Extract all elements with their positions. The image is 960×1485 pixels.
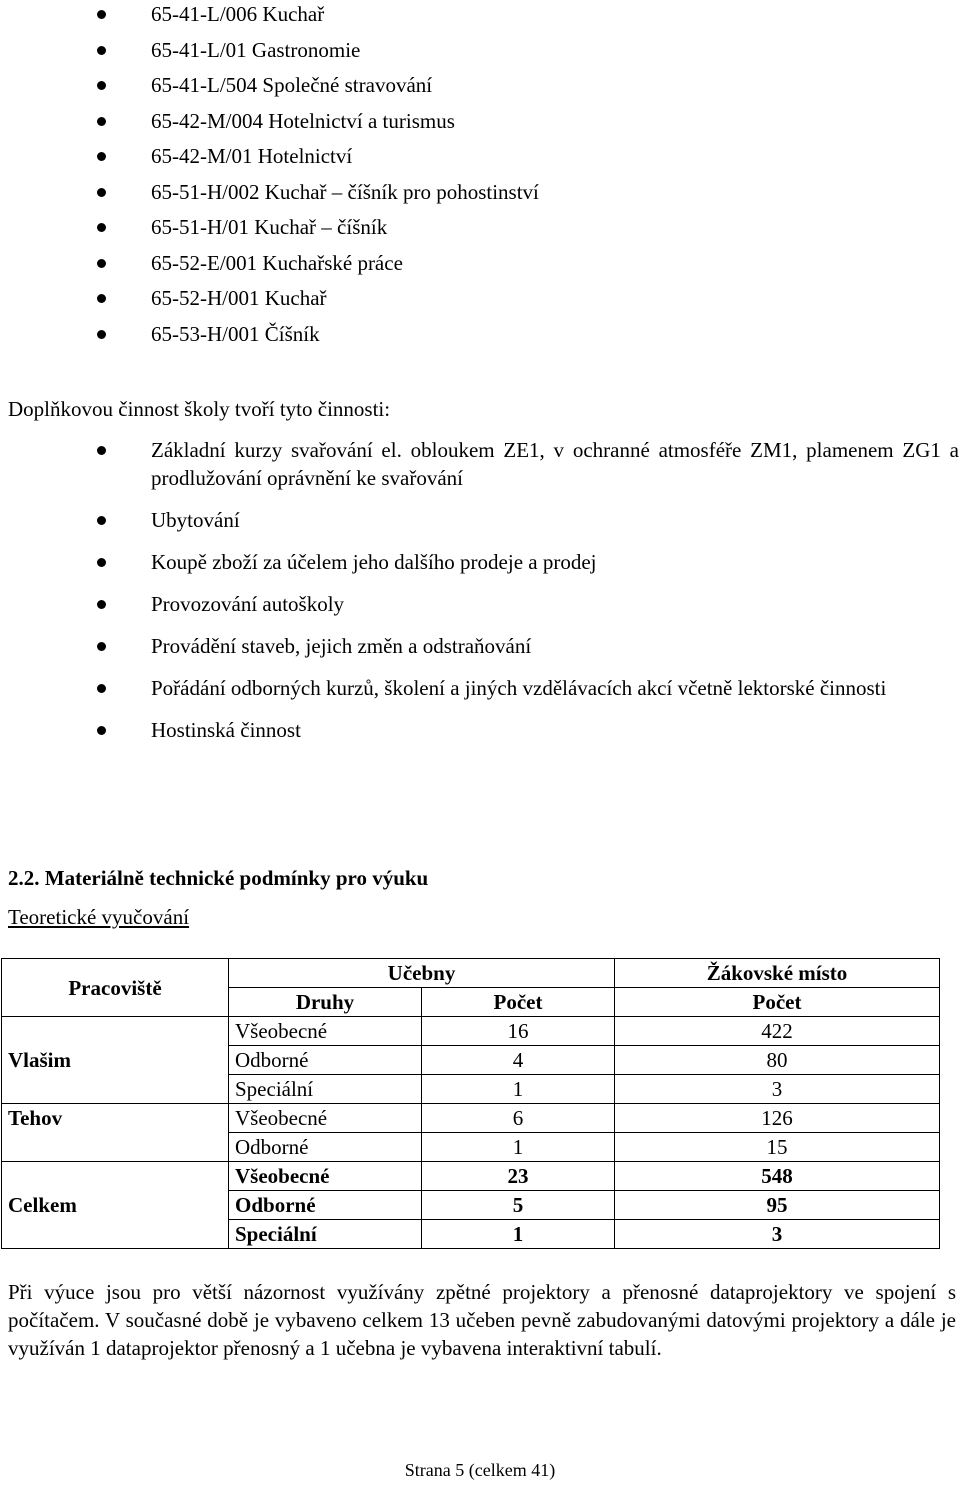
header-types: Druhy (229, 988, 422, 1017)
table-row (2, 1104, 940, 1133)
count-cell: 1 (422, 1133, 615, 1162)
header-seat-count: Počet (615, 988, 940, 1017)
seats-cell: 15 (615, 1133, 940, 1162)
list-item-text: Hostinská činnost (151, 718, 301, 742)
count-cell: 16 (422, 1017, 615, 1046)
activities-list (0, 436, 960, 758)
list-item (0, 590, 960, 618)
header-seats: Žákovské místo (615, 959, 940, 988)
list-item-text: Základní kurzy svařování el. obloukem ZE1, v ochranné atmosféře ZM1, plamenem ZG1 a prodlužování oprávnění ke svařování (151, 438, 959, 490)
list-item: 65-41-L/504 Společné stravování (0, 71, 960, 107)
list-item-text: Pořádání odborných kurzů, školení a jiných vzdělávacích akcí včetně lektorské činnosti (151, 676, 887, 700)
seats-cell: 80 (615, 1046, 940, 1075)
seats-cell: 3 (615, 1075, 940, 1104)
count-cell: 1 (422, 1075, 615, 1104)
workplace-cell: Tehov (2, 1104, 229, 1162)
classrooms-table (1, 958, 940, 1249)
list-item (0, 506, 960, 534)
seats-cell: 126 (615, 1104, 940, 1133)
page-footer: Strana 5 (celkem 41) (404, 1460, 556, 1480)
type-cell: Speciální (229, 1220, 422, 1249)
header-classrooms: Učebny (229, 959, 615, 988)
subsection-heading: Teoretické vyučování (8, 905, 190, 929)
list-item (0, 632, 960, 660)
list-item (0, 716, 960, 744)
list-item: 65-42-M/004 Hotelnictví a turismus (0, 107, 960, 143)
header-workplace: Pracoviště (2, 959, 229, 1017)
list-item-text: Koupě zboží za účelem jeho dalšího prodeje a prodej (151, 550, 597, 574)
seats-cell: 548 (615, 1162, 940, 1191)
type-cell: Speciální (229, 1075, 422, 1104)
seats-cell: 3 (615, 1220, 940, 1249)
list-item-text: Provozování autoškoly (151, 592, 345, 616)
list-item (0, 548, 960, 576)
type-cell: Všeobecné (229, 1104, 422, 1133)
count-cell: 5 (422, 1191, 615, 1220)
workplace-cell: Celkem (2, 1162, 229, 1249)
type-cell: Všeobecné (229, 1162, 422, 1191)
list-item: 65-41-L/006 Kuchař (0, 0, 960, 36)
list-item: 65-42-M/01 Hotelnictví (0, 142, 960, 178)
section-heading: 2.2. Materiálně technické podmínky pro výuku (8, 866, 429, 890)
list-item: 65-52-E/001 Kuchařské práce (0, 249, 960, 285)
list-item-text: Ubytování (151, 508, 240, 532)
seats-cell: 422 (615, 1017, 940, 1046)
list-item: 65-53-H/001 Číšník (0, 320, 960, 356)
type-cell: Odborné (229, 1191, 422, 1220)
count-cell: 23 (422, 1162, 615, 1191)
table-row (2, 1162, 940, 1191)
intro-text: Doplňkovou činnost školy tvoří tyto činnosti: (8, 397, 391, 421)
count-cell: 6 (422, 1104, 615, 1133)
table-header-row (2, 959, 940, 988)
header-count: Počet (422, 988, 615, 1017)
list-item (0, 436, 960, 492)
list-item (0, 674, 960, 702)
table-row (2, 1017, 940, 1046)
list-item-text: Provádění staveb, jejich změn a odstraňování (151, 634, 532, 658)
type-cell: Všeobecné (229, 1017, 422, 1046)
count-cell: 4 (422, 1046, 615, 1075)
workplace-cell: Vlašim (2, 1017, 229, 1104)
list-item: 65-51-H/01 Kuchař – číšník (0, 213, 960, 249)
type-cell: Odborné (229, 1046, 422, 1075)
seats-cell: 95 (615, 1191, 940, 1220)
count-cell: 1 (422, 1220, 615, 1249)
type-cell: Odborné (229, 1133, 422, 1162)
study-programs-list (0, 0, 960, 355)
list-item: 65-52-H/001 Kuchař (0, 284, 960, 320)
list-item: 65-41-L/01 Gastronomie (0, 36, 960, 72)
list-item: 65-51-H/002 Kuchař – číšník pro pohostinství (0, 178, 960, 214)
body-paragraph: Při výuce jsou pro větší názornost využívány zpětné projektory a přenosné dataprojektory ve spojení s počítačem. V současné době je vybaveno celkem 13 učeben pevně zabudovanými datovými projektory a dále je využíván 1 dataprojektor přenosný a 1 učebna je vybavena interaktivní tabulí. (8, 1280, 956, 1360)
